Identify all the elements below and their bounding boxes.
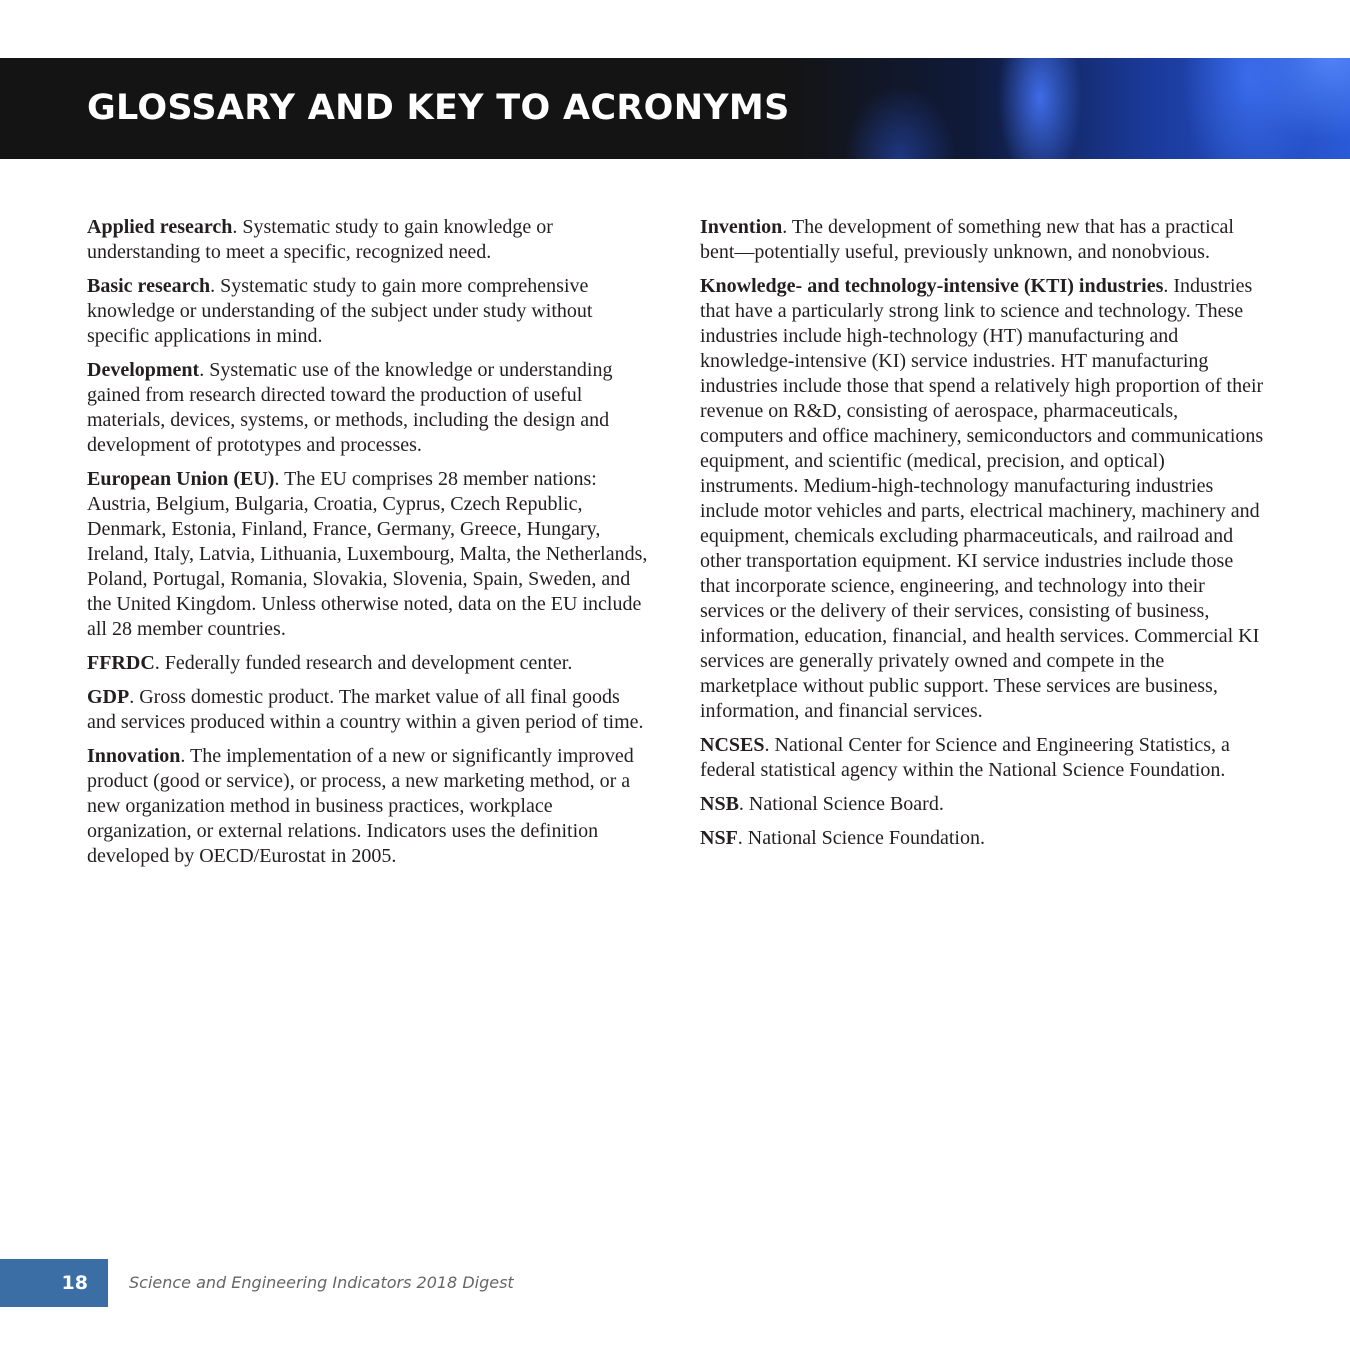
page-title: GLOSSARY AND KEY TO ACRONYMS (87, 88, 790, 128)
glossary-entry-invention (700, 215, 1265, 265)
glossary-definition: . Systematic study to gain more comprehensive knowledge or understanding of the subject under study without specific applications in mind. (87, 275, 593, 347)
glossary-term: Knowledge- and technology-intensive (KTI) industries (700, 275, 1164, 297)
glossary-definition: . Systematic use of the knowledge or understanding gained from research directed toward the production of useful materials, devices, systems, or methods, including the design and development of prototypes and processes. (87, 359, 613, 456)
glossary-entry-nsb (700, 792, 1265, 817)
page-number: 18 (0, 1259, 108, 1307)
glossary-entry-development (87, 358, 652, 458)
glossary-definition: . National Science Foundation. (737, 827, 985, 849)
glossary-entry-nsf (700, 826, 1265, 851)
glossary-definition: . The implementation of a new or significantly improved product (good or service), or process, a new marketing method, or a new organization method in business practices, workplace organization, or external relations. Indicators uses the definition developed by OECD/Eurostat in 2005. (87, 745, 634, 867)
glossary-definition: . Gross domestic product. The market value of all final goods and services produced within a country within a given period of time. (87, 686, 644, 733)
glossary-column-left (87, 215, 652, 878)
glossary-term: European Union (EU) (87, 468, 275, 490)
glossary-entry-gdp (87, 685, 652, 735)
glossary-term: NSB (700, 793, 739, 815)
header-banner (0, 58, 1350, 159)
glossary-definition: . The EU comprises 28 member nations: Austria, Belgium, Bulgaria, Croatia, Cyprus, Czech Republic, Denmark, Estonia, Finland, France, Germany, Greece, Hungary, Ireland, Italy, Latvia, Lithuania, Luxembourg, Malta, the Netherlands, Poland, Portugal, Romania, Slovakia, Slovenia, Spain, Sweden, and the United Kingdom. Unless otherwise noted, data on the EU include all 28 member countries. (87, 468, 648, 640)
glossary-entry-basic-research (87, 274, 652, 349)
glossary-term: Basic research (87, 275, 211, 297)
glossary-definition: . Industries that have a particularly strong link to science and technology. These industries include high-technology (HT) manufacturing and knowledge-intensive (KI) service industries. HT manufacturing industries include those that spend a relatively high proportion of their revenue on R&D, consisting of aerospace, pharmaceuticals, computers and office machinery, semiconductors and communications equipment, and scientific (medical, precision, and optical) instruments. Medium-high-technology manufacturing industries include motor vehicles and parts, electrical machinery, machinery and equipment, chemicals excluding pharmaceuticals, and railroad and other transportation equipment. KI service industries include those that incorporate science, engineering, and technology into their services or the delivery of their services, consisting of business, information, education, financial, and health services. Commercial KI services are generally privately owned and compete in the marketplace without public support. These services are business, information, and financial services. (700, 275, 1264, 722)
glossary-term: NCSES (700, 734, 765, 756)
glossary-term: GDP (87, 686, 130, 708)
publication-title: Science and Engineering Indicators 2018 Digest (129, 1273, 514, 1292)
glossary-term: Development (87, 359, 200, 381)
glossary-entry-applied-research (87, 215, 652, 265)
glossary-definition: . Systematic study to gain knowledge or understanding to meet a specific, recognized need. (87, 216, 553, 263)
glossary-entry-european-union (87, 467, 652, 642)
glossary-term: Innovation (87, 745, 181, 767)
glossary-term: NSF (700, 827, 738, 849)
glossary-entry-ncses (700, 733, 1265, 783)
glossary-entry-innovation (87, 744, 652, 869)
glossary-term: Applied research (87, 216, 233, 238)
glossary-term: FFRDC (87, 652, 155, 674)
glossary-entry-ffrdc (87, 651, 652, 676)
glossary-term: Invention (700, 216, 783, 238)
glossary-definition: . National Center for Science and Engineering Statistics, a federal statistical agency within the National Science Foundation. (700, 734, 1230, 781)
glossary-definition: . National Science Board. (738, 793, 944, 815)
glossary-column-right (700, 215, 1265, 860)
glossary-entry-kti-industries (700, 274, 1265, 724)
glossary-definition: . Federally funded research and development center. (154, 652, 573, 674)
glossary-definition: . The development of something new that has a practical bent—potentially useful, previously unknown, and nonobvious. (700, 216, 1234, 263)
